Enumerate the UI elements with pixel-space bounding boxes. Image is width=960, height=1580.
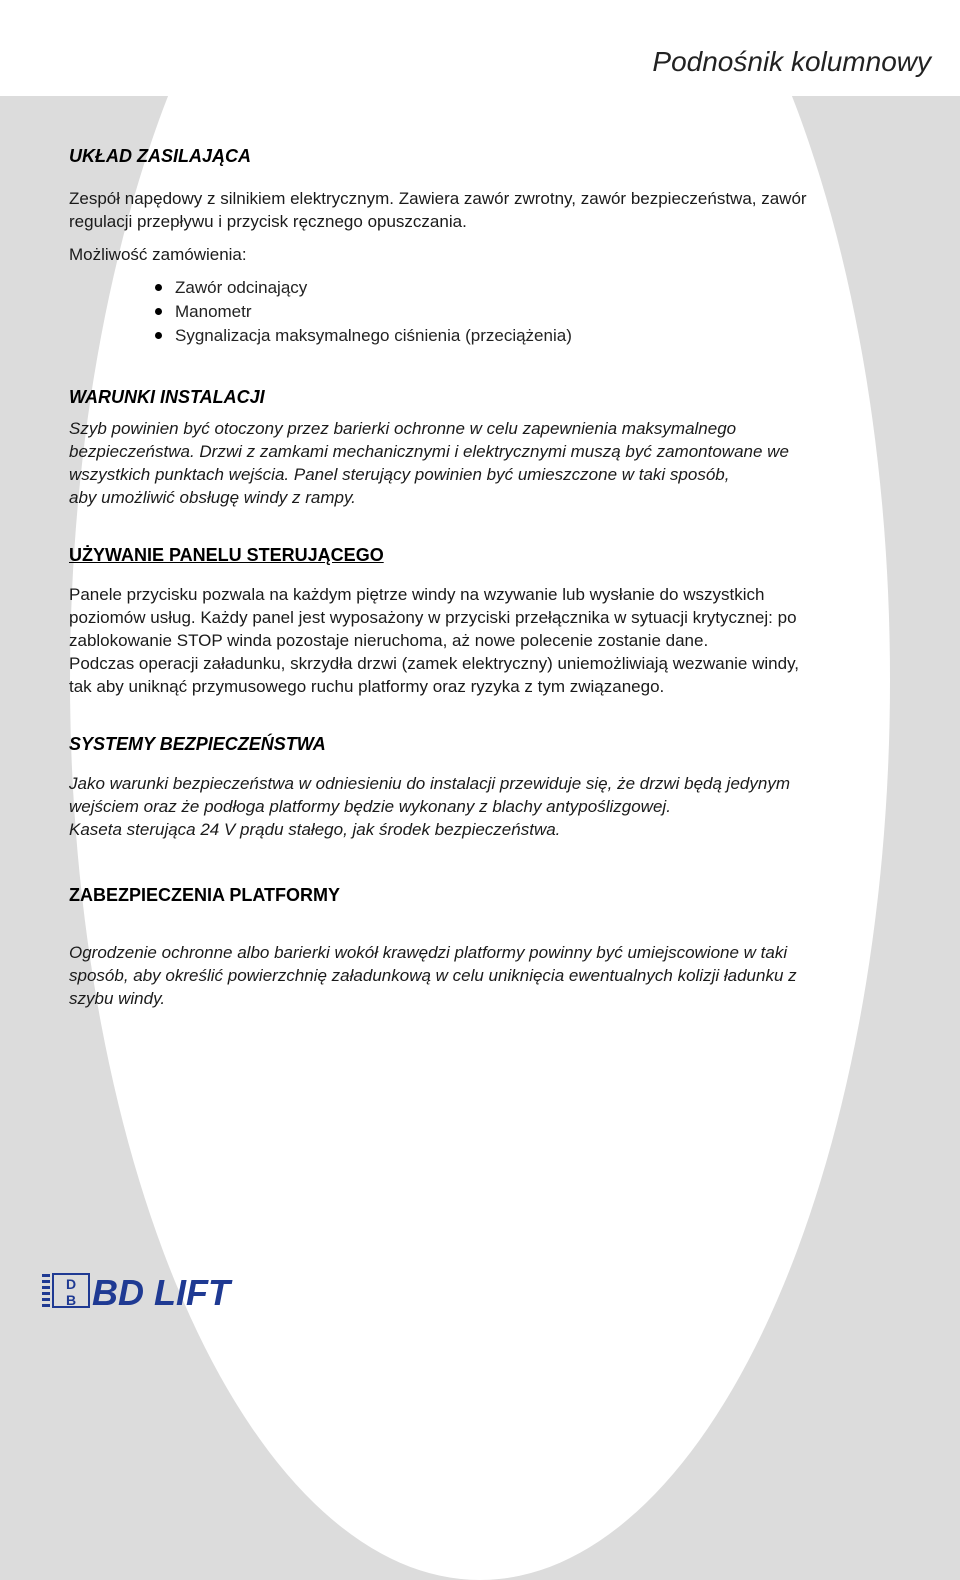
svg-text:D: D [65, 1276, 77, 1292]
panel-line: poziomów usług. Każdy panel jest wyposażony w przyciski przełącznika w sytuacji krytycznej: po [69, 608, 797, 627]
heading-systemy-bezpieczenstwa: SYSTEMY BEZPIECZEŃSTWA [69, 734, 326, 754]
list-item: Manometr [155, 300, 572, 324]
order-options-label: Możliwość zamówienia: [69, 245, 247, 264]
panel-line: Podczas operacji załadunku, skrzydła drzwi (zamek elektryczny) uniemożliwiają wezwanie windy, [69, 654, 800, 673]
warunki-paragraph [69, 417, 929, 509]
systemy-line: wejściem oraz że podłoga platformy będzie wykonany z blachy antypoślizgowej. [69, 797, 671, 816]
systemy-line: Kaseta sterująca 24 V prądu stałego, jak środek bezpieczeństwa. [69, 820, 561, 839]
panel-line: Panele przycisku pozwala na każdym piętrze windy na wzywanie lub wysłanie do wszystkich [69, 585, 765, 604]
panel-line: zablokowanie STOP winda pozostaje nieruchoma, aż nowe polecenie zostanie dane. [69, 631, 709, 650]
warunki-line: wszystkich punktach wejścia. Panel sterujący powinien być umieszczone w taki sposób, [69, 465, 730, 484]
list-item: Zawór odcinający [155, 276, 572, 300]
heading-uzywanie-panelu: UŻYWANIE PANELU STERUJĄCEGO [69, 545, 384, 565]
document-title: Podnośnik kolumnowy [652, 46, 931, 77]
heading-zabezpieczenia-platformy: ZABEZPIECZENIA PLATFORMY [69, 885, 340, 905]
svg-text:B: B [65, 1292, 77, 1308]
heading-warunki-instalacji: WARUNKI INSTALACJI [69, 387, 265, 407]
panel-line: tak aby uniknąć przymusowego ruchu platformy oraz ryzyka z tym związanego. [69, 677, 665, 696]
list-item: Sygnalizacja maksymalnego ciśnienia (przeciążenia) [155, 324, 572, 348]
bd-lift-logo [42, 1272, 252, 1308]
platforma-line: Ogrodzenie ochronne albo barierki wokół krawędzi platformy powinny być umiejscowione w taki [69, 943, 788, 962]
zasilanie-paragraph [69, 187, 929, 233]
warunki-line: aby umożliwić obsługę windy z rampy. [69, 488, 356, 507]
warunki-line: Szyb powinien być otoczony przez barierki ochronne w celu zapewnienia maksymalnego [69, 419, 737, 438]
platforma-line: sposób, aby określić powierzchnię załadunkową w celu uniknięcia ewentualnych kolizji ładunku z [69, 966, 797, 985]
zasilanie-line-2: regulacji przepływu i przycisk ręcznego opuszczania. [69, 212, 467, 231]
order-options-list [155, 276, 572, 348]
zasilanie-line-1: Zespół napędowy z silnikiem elektrycznym. Zawiera zawór zwrotny, zawór bezpieczeństwa, zawór [69, 189, 807, 208]
warunki-line: bezpieczeństwa. Drzwi z zamkami mechanicznymi i elektrycznymi muszą być zamontowane we [69, 442, 789, 461]
systemy-line: Jako warunki bezpieczeństwa w odniesieniu do instalacji przewiduje się, że drzwi będą jedynym [69, 774, 790, 793]
logo-text: BD LIFT [92, 1272, 230, 1308]
platforma-paragraph [69, 941, 929, 1010]
panel-paragraph [69, 583, 929, 698]
systemy-paragraph [69, 772, 929, 841]
platforma-line: szybu windy. [69, 989, 166, 1008]
heading-uklad-zasilajacy: UKŁAD ZASILAJĄCA [69, 146, 251, 166]
